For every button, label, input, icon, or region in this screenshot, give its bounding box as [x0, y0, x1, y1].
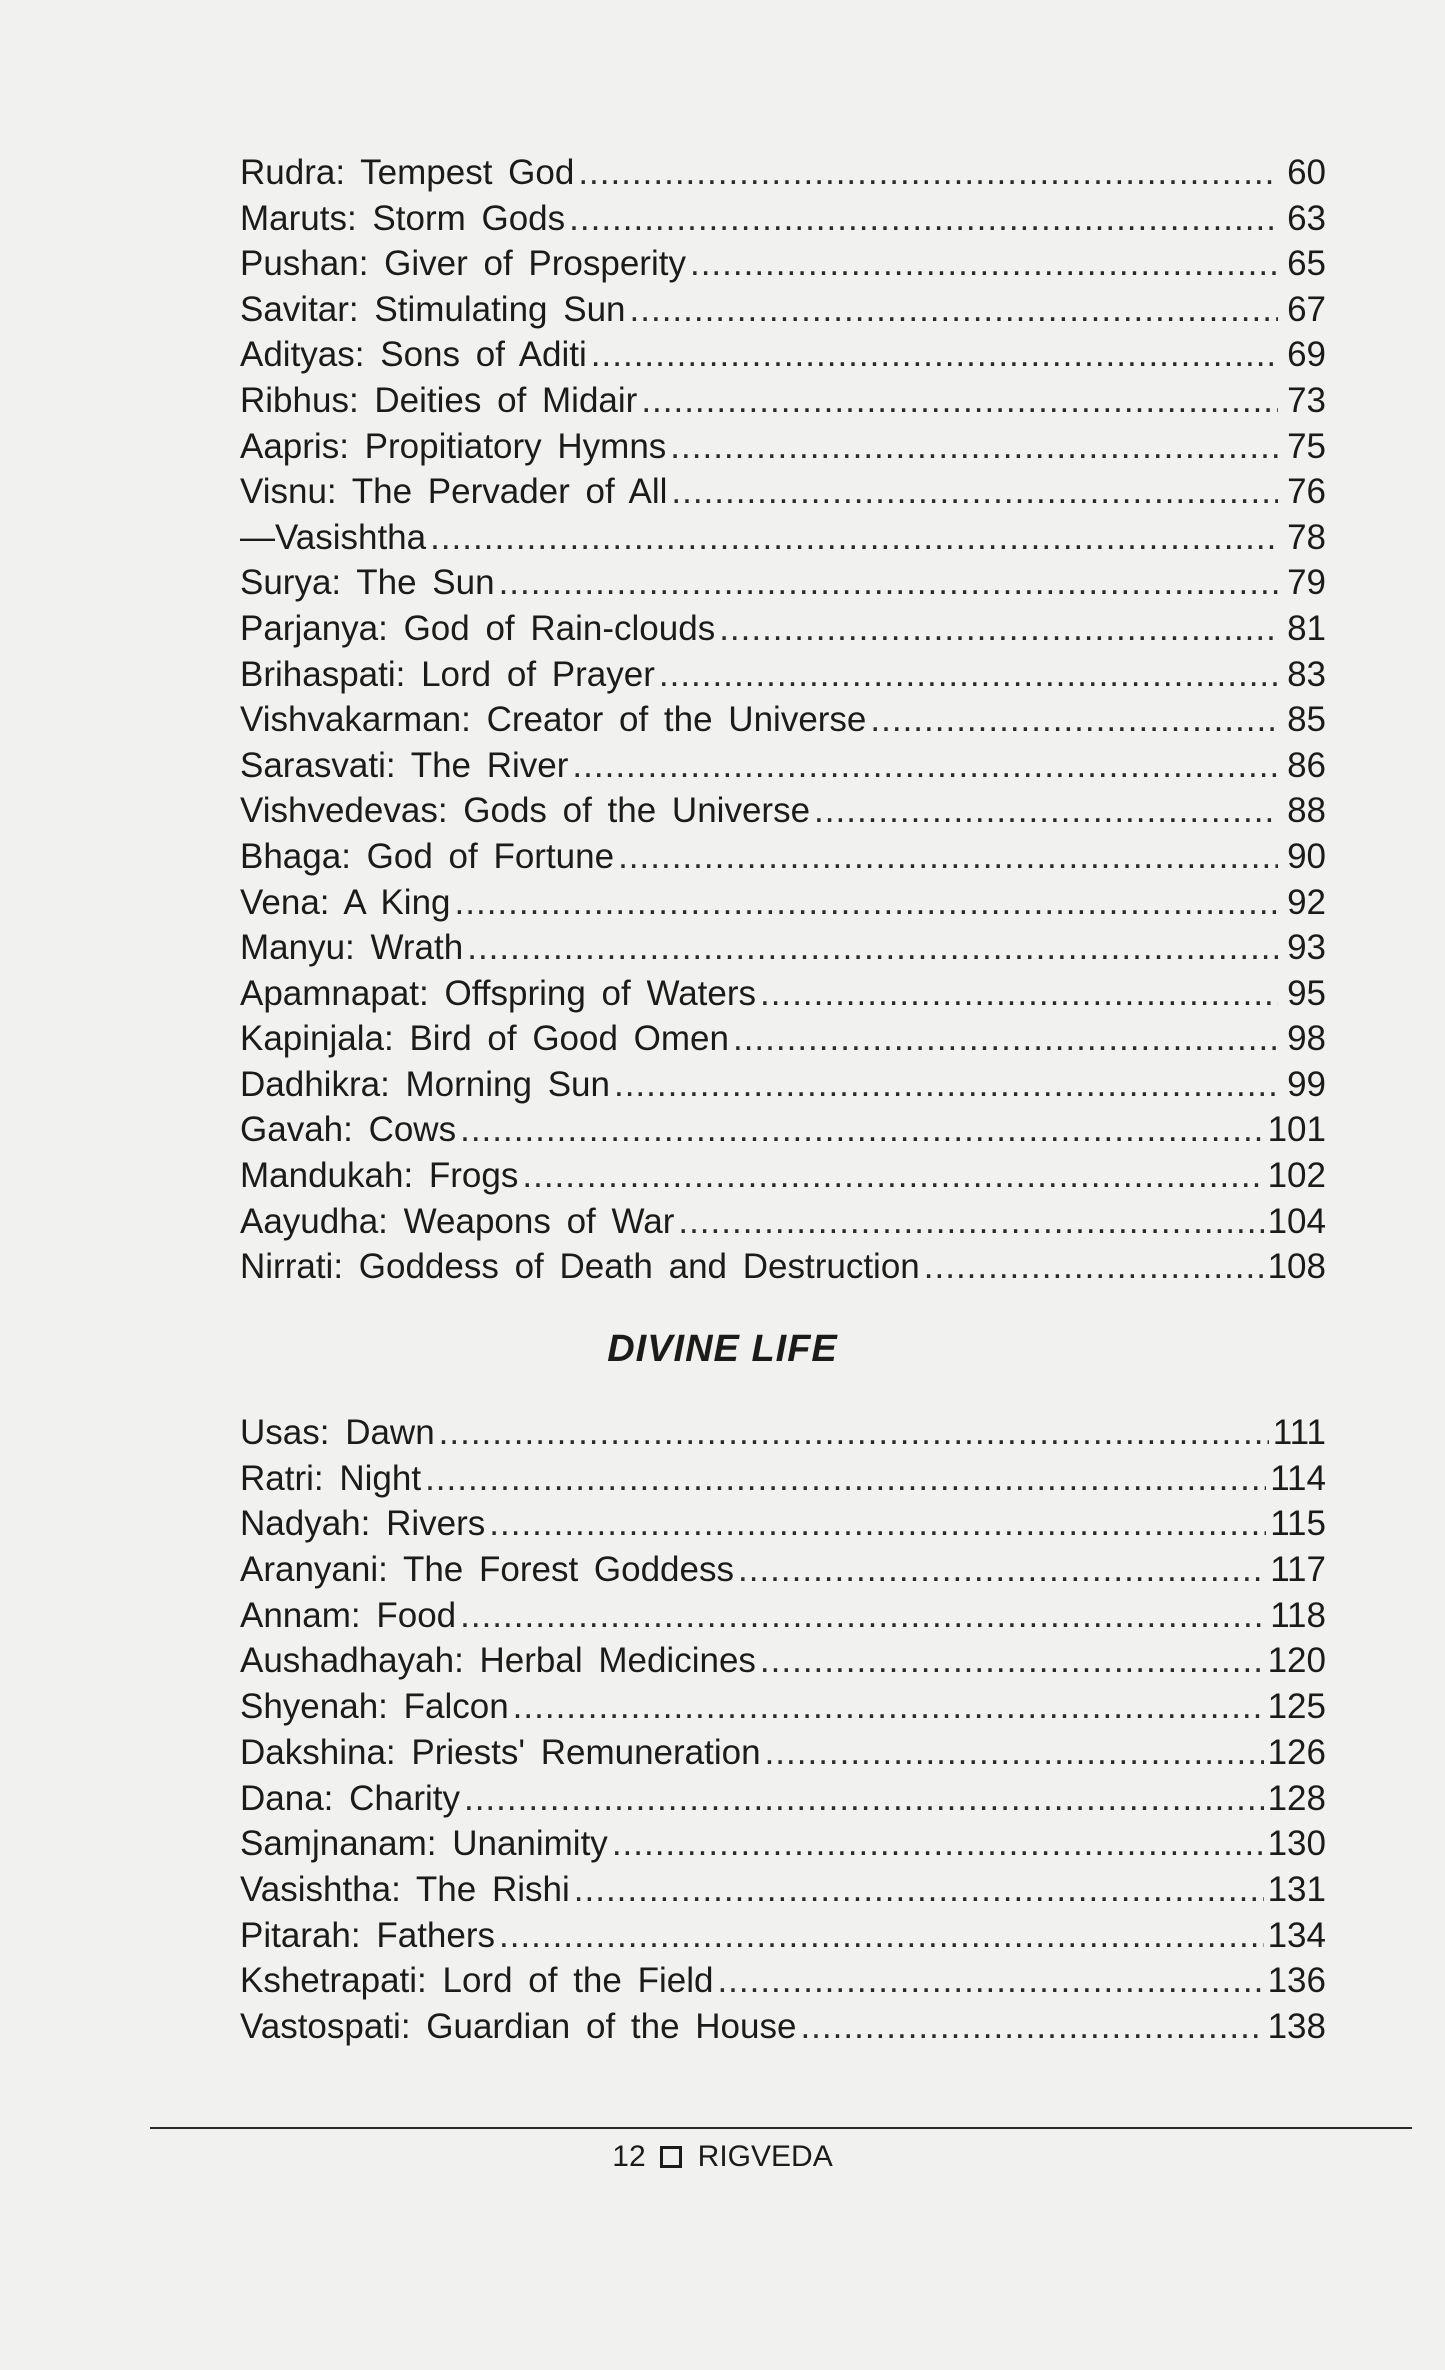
- entry-title: Manyu: Wrath: [240, 928, 464, 968]
- footer-page-number: 12: [612, 2140, 646, 2173]
- entry-page-number: 98: [1287, 1019, 1326, 1059]
- contents-entry: [240, 1958, 1326, 2004]
- entry-page-number: 131: [1267, 1869, 1326, 1909]
- dot-leader: [489, 1501, 1266, 1547]
- dot-leader: [719, 606, 1278, 652]
- entry-page-number: 111: [1272, 1413, 1326, 1452]
- contents-entry: [240, 424, 1326, 470]
- entry-title: Pitarah: Fathers: [240, 1915, 495, 1955]
- entry-page-number: 86: [1287, 745, 1326, 785]
- dot-leader: [641, 378, 1278, 424]
- entry-page-number: 92: [1287, 882, 1326, 922]
- dot-leader: [522, 1153, 1263, 1199]
- entry-title: Vishvedevas: Gods of the Universe: [240, 791, 811, 831]
- dot-leader: [425, 1456, 1266, 1502]
- entry-page-number: 130: [1267, 1824, 1326, 1864]
- contents-entry: [240, 1107, 1326, 1153]
- entry-page-number: 126: [1267, 1732, 1326, 1772]
- dot-leader: [430, 515, 1278, 561]
- contents-entry: [240, 925, 1326, 971]
- entry-page-number: 67: [1287, 289, 1326, 329]
- entry-title: Pushan: Giver of Prosperity: [240, 244, 686, 284]
- entry-title: —Vasishtha: [240, 517, 427, 557]
- footer-book-title: RIGVEDA: [697, 2140, 833, 2173]
- entry-page-number: 114: [1270, 1458, 1326, 1498]
- dot-leader: [574, 1867, 1264, 1913]
- contents-entry: [240, 150, 1326, 196]
- dot-leader: [572, 743, 1278, 789]
- entry-title: Samjnanam: Unanimity: [240, 1824, 608, 1864]
- entry-page-number: 85: [1287, 700, 1326, 740]
- contents-entry: [240, 1684, 1326, 1730]
- contents-entry: [240, 834, 1326, 880]
- dot-leader: [690, 241, 1278, 287]
- entry-page-number: 93: [1287, 928, 1326, 968]
- entry-title: Rudra: Tempest God: [240, 153, 575, 192]
- dot-leader: [578, 150, 1278, 196]
- dot-leader: [800, 2004, 1263, 2050]
- entry-page-number: 138: [1267, 2006, 1326, 2046]
- dot-leader: [760, 971, 1278, 1017]
- contents-entry: [240, 697, 1326, 743]
- entry-page-number: 102: [1267, 1156, 1326, 1196]
- contents-entry: [240, 287, 1326, 333]
- dot-leader: [738, 1547, 1266, 1593]
- entry-title: Annam: Food: [240, 1595, 457, 1635]
- section-heading: DIVINE LIFE: [607, 1328, 838, 1370]
- dot-leader: [591, 332, 1278, 378]
- entry-title: Kshetrapati: Lord of the Field: [240, 1961, 714, 2001]
- contents-entry: [240, 971, 1326, 1017]
- contents-entry: [240, 1593, 1326, 1639]
- entry-page-number: 90: [1287, 836, 1326, 876]
- dot-leader: [618, 834, 1278, 880]
- dot-leader: [733, 1016, 1278, 1062]
- entry-title: Vastospati: Guardian of the House: [240, 2006, 797, 2046]
- dot-leader: [924, 1244, 1264, 1290]
- contents-entry: [240, 1153, 1326, 1199]
- dot-leader: [671, 469, 1278, 515]
- entry-page-number: 65: [1287, 244, 1326, 284]
- entry-title: Visnu: The Pervader of All: [240, 472, 668, 512]
- entry-page-number: 101: [1267, 1110, 1326, 1150]
- entry-title: Nadyah: Rivers: [240, 1504, 486, 1544]
- contents-entry: [240, 332, 1326, 378]
- contents-list-part2: [240, 1410, 1326, 2050]
- entry-title: Bhaga: God of Fortune: [240, 836, 615, 876]
- entry-page-number: 75: [1287, 426, 1326, 466]
- entry-title: Vasishtha: The Rishi: [240, 1869, 570, 1909]
- entry-page-number: 104: [1267, 1201, 1326, 1241]
- contents-entry: [240, 2004, 1326, 2050]
- contents-entry: [240, 1501, 1326, 1547]
- dot-leader: [765, 1730, 1264, 1776]
- entry-page-number: 115: [1270, 1504, 1326, 1544]
- entry-title: Adityas: Sons of Aditi: [240, 335, 587, 375]
- contents-entry: [240, 560, 1326, 606]
- dot-leader: [760, 1638, 1264, 1684]
- entry-page-number: 73: [1287, 380, 1326, 420]
- entry-title: Aushadhayah: Herbal Medicines: [240, 1641, 756, 1681]
- contents-entry: [240, 1821, 1326, 1867]
- square-bullet-icon: [660, 2146, 682, 2168]
- entry-page-number: 81: [1287, 608, 1326, 648]
- dot-leader: [439, 1410, 1269, 1456]
- entry-title: Ratri: Night: [240, 1458, 422, 1498]
- entry-page-number: 60: [1287, 153, 1326, 192]
- contents-entry: [240, 1199, 1326, 1245]
- entry-title: Ribhus: Deities of Midair: [240, 380, 638, 420]
- entry-page-number: 120: [1267, 1641, 1326, 1681]
- entry-title: Brihaspati: Lord of Prayer: [240, 654, 655, 694]
- contents-list-part1: [240, 150, 1326, 1290]
- entry-title: Nirrati: Goddess of Death and Destruction: [240, 1247, 920, 1287]
- contents-entry: [240, 743, 1326, 789]
- dot-leader: [717, 1958, 1263, 2004]
- entry-page-number: 134: [1267, 1915, 1326, 1955]
- contents-entry: [240, 241, 1326, 287]
- dot-leader: [499, 1913, 1264, 1959]
- entry-title: Parjanya: God of Rain-clouds: [240, 608, 716, 648]
- contents-entry: [240, 1244, 1326, 1290]
- entry-title: Aranyani: The Forest Goddess: [240, 1550, 734, 1590]
- entry-title: Vishvakarman: Creator of the Universe: [240, 700, 867, 740]
- entry-page-number: 108: [1267, 1247, 1326, 1287]
- contents-entry: [240, 1016, 1326, 1062]
- dot-leader: [670, 424, 1278, 470]
- entry-page-number: 117: [1270, 1550, 1326, 1590]
- dot-leader: [612, 1821, 1264, 1867]
- dot-leader: [460, 1593, 1266, 1639]
- entry-page-number: 78: [1287, 517, 1326, 557]
- dot-leader: [464, 1776, 1264, 1822]
- contents-entry: [240, 1547, 1326, 1593]
- entry-title: Apamnapat: Offspring of Waters: [240, 973, 757, 1013]
- footer-rule: [150, 2127, 1412, 2129]
- dot-leader: [659, 652, 1278, 698]
- contents-entry: [240, 1776, 1326, 1822]
- entry-page-number: 88: [1287, 791, 1326, 831]
- entry-title: Kapinjala: Bird of Good Omen: [240, 1019, 729, 1059]
- entry-page-number: 69: [1287, 335, 1326, 375]
- entry-title: Aapris: Propitiatory Hymns: [240, 426, 667, 466]
- entry-title: Mandukah: Frogs: [240, 1156, 519, 1196]
- dot-leader: [678, 1199, 1263, 1245]
- contents-entry: [240, 1456, 1326, 1502]
- entry-page-number: 79: [1287, 563, 1326, 603]
- contents-entry: [240, 880, 1326, 926]
- dot-leader: [455, 880, 1278, 926]
- dot-leader: [814, 788, 1278, 834]
- entry-page-number: 128: [1267, 1778, 1326, 1818]
- dot-leader: [630, 287, 1278, 333]
- entry-title: Aayudha: Weapons of War: [240, 1201, 675, 1241]
- entry-title: Surya: The Sun: [240, 563, 495, 603]
- entry-title: Savitar: Stimulating Sun: [240, 289, 626, 329]
- dot-leader: [569, 196, 1278, 242]
- entry-page-number: 83: [1287, 654, 1326, 694]
- dot-leader: [614, 1062, 1278, 1108]
- contents-entry: [240, 652, 1326, 698]
- entry-title: Dana: Charity: [240, 1778, 460, 1818]
- entry-title: Usas: Dawn: [240, 1413, 435, 1452]
- entry-title: Dadhikra: Morning Sun: [240, 1064, 610, 1104]
- dot-leader: [467, 925, 1278, 971]
- entry-title: Shyenah: Falcon: [240, 1687, 509, 1727]
- entry-title: Vena: A King: [240, 882, 451, 922]
- page-footer: [0, 2137, 1445, 2177]
- contents-entry: [240, 1730, 1326, 1776]
- entry-page-number: 76: [1287, 472, 1326, 512]
- dot-leader: [460, 1107, 1264, 1153]
- contents-entry: [240, 378, 1326, 424]
- entry-title: Sarasvati: The River: [240, 745, 569, 785]
- contents-entry: [240, 196, 1326, 242]
- contents-entry: [240, 788, 1326, 834]
- entry-page-number: 118: [1270, 1595, 1326, 1635]
- contents-entry: [240, 1867, 1326, 1913]
- contents-entry: [240, 469, 1326, 515]
- dot-leader: [870, 697, 1278, 743]
- dot-leader: [513, 1684, 1264, 1730]
- entry-page-number: 63: [1287, 198, 1326, 238]
- entry-title: Dakshina: Priests' Remuneration: [240, 1732, 761, 1772]
- contents-entry: [240, 1410, 1326, 1456]
- entry-page-number: 125: [1267, 1687, 1326, 1727]
- contents-entry: [240, 1062, 1326, 1108]
- contents-entry: [240, 606, 1326, 652]
- entry-page-number: 136: [1267, 1961, 1326, 2001]
- entry-page-number: 99: [1287, 1064, 1326, 1104]
- dot-leader: [499, 560, 1278, 606]
- contents-entry: [240, 1638, 1326, 1684]
- contents-entry: [240, 1913, 1326, 1959]
- entry-page-number: 95: [1287, 973, 1326, 1013]
- contents-entry: [240, 515, 1326, 561]
- entry-title: Gavah: Cows: [240, 1110, 457, 1150]
- entry-title: Maruts: Storm Gods: [240, 198, 566, 238]
